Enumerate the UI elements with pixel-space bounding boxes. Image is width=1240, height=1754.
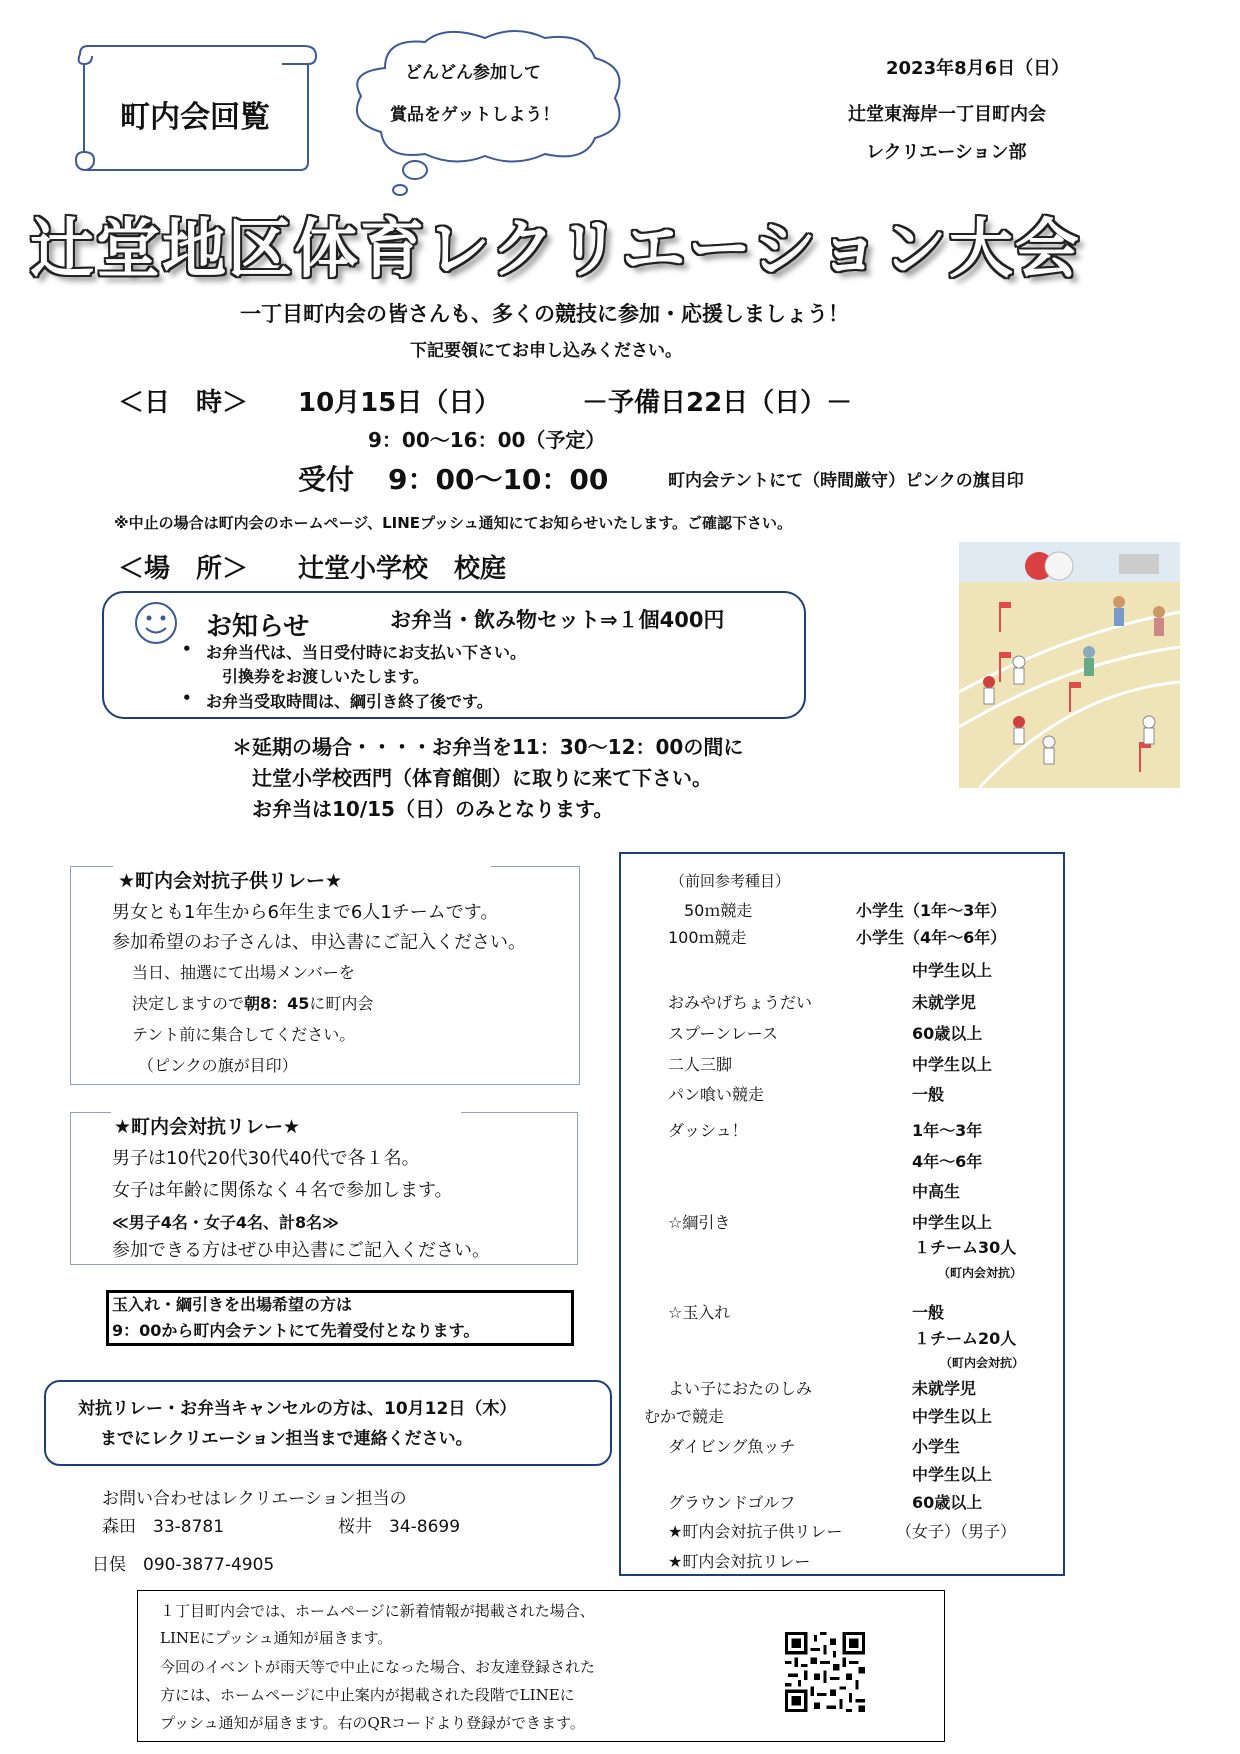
event-category: 中高生 (912, 1182, 961, 1201)
cancel-note: ※中止の場合は町内会のホームページ、LINEプッシュ通知にてお知らせいたします。ご確認下さい。 (114, 514, 793, 532)
event-category: 小学生 (912, 1437, 961, 1456)
event-category: 中学生以上 (912, 1213, 993, 1232)
qr-code[interactable] (785, 1632, 865, 1712)
tamaire-line-1: 玉入れ・綱引きを出場希望の方は (112, 1295, 353, 1314)
kids-relay-line-1: 男女とも1年生から6年生まで6人1チームです。 (112, 902, 499, 923)
contact-sakurai: 桜井 34-8699 (338, 1517, 461, 1537)
adult-relay-line-2: 女子は年齢に関係なく４名で参加します。 (112, 1180, 453, 1201)
intro-line-1: 一丁目町内会の皆さんも、多くの競技に参加・応援しましょう！ (240, 302, 849, 326)
event-name: むかで競走 (644, 1407, 725, 1426)
place-value: 辻堂小学校 校庭 (298, 554, 507, 584)
adult-relay-line-1: 男子は10代20代30代40代で各１名。 (112, 1148, 420, 1169)
event-name: ★町内会対抗リレー (668, 1552, 811, 1571)
event-name: 50ｍ競走 (684, 901, 753, 920)
event-name: ☆綱引き (668, 1213, 731, 1232)
contact-hibata: 日俣 090-3877-4905 (92, 1555, 275, 1575)
event-category: 小学生（1年～3年） (856, 901, 1007, 920)
event-category: １チーム20人 (914, 1329, 1017, 1348)
page-title: 辻堂地区体育レクリエーション大会 (30, 213, 1081, 287)
intro-line-2: 下記要領にてお申し込みください。 (410, 341, 682, 361)
event-name: グラウンドゴルフ (668, 1493, 796, 1512)
event-category: 4年～6年 (912, 1152, 983, 1171)
notice-item-1: お弁当代は、当日受付時にお支払い下さい。 (206, 643, 527, 662)
sports-day-illustration (959, 542, 1180, 788)
event-category: １チーム30人 (914, 1238, 1017, 1257)
event-category: 中学生以上 (912, 1465, 993, 1484)
department: レクリエーション部 (866, 142, 1027, 163)
event-name: スプーンレース (668, 1024, 779, 1043)
contact-intro: お問い合わせはレクリエーション担当の (102, 1489, 407, 1509)
cloud-line-1: どんどん参加して (405, 63, 541, 83)
kids-relay-title: ★町内会対抗子供リレー★ (118, 870, 343, 892)
contact-morita: 森田 33-8781 (102, 1517, 225, 1537)
event-category: 小学生（4年～6年） (856, 928, 1007, 947)
notice-bento: お弁当・飲み物セット⇒１個400円 (390, 608, 725, 632)
line-notice-3: 今回のイベントが雨天等で中止になった場合、お友達登録された (160, 1658, 596, 1676)
line-notice-5: プッシュ通知が届きます。右のQRコードより登録ができます。 (160, 1714, 585, 1732)
organization: 辻堂東海岸一丁目町内会 (848, 104, 1046, 125)
reception-label: 受付 (298, 463, 355, 496)
line-notice-2: LINEにプッシュ通知が届きます。 (160, 1629, 393, 1647)
postpone-line-2: 辻堂小学校西門（体育館側）に取りに来て下さい。 (252, 766, 712, 790)
event-category: （町内会対抗） (940, 1356, 1025, 1370)
event-name: おみやげちょうだい (668, 993, 813, 1012)
circular-label: 町内会回覧 (120, 100, 270, 135)
notice-bullet: • (182, 640, 192, 658)
cancel-line-2: までにレクリエーション担当まで連絡ください。 (100, 1429, 473, 1449)
reception-note: 町内会テントにて（時間厳守）ピンクの旗目印 (668, 471, 1024, 491)
event-category: 中学生以上 (912, 1407, 993, 1426)
adult-relay-title: ★町内会対抗リレー★ (114, 1116, 301, 1138)
schedule-reserve: －予備日22日（日）－ (582, 388, 853, 418)
issue-date: 2023年8月6日（日） (886, 58, 1070, 79)
schedule-time: 9：00～16：00（予定） (368, 428, 606, 452)
notice-bullet: • (182, 689, 192, 707)
adult-relay-line-4: 参加できる方はぜひ申込書にご記入ください。 (112, 1240, 490, 1261)
event-category: 一般 (912, 1303, 945, 1322)
event-category: 未就学児 (912, 993, 977, 1012)
event-category: 60歳以上 (912, 1024, 983, 1043)
event-category: 1年～3年 (912, 1121, 983, 1140)
events-heading: （前回参考種目） (670, 872, 791, 890)
cloud-line-2: 賞品をゲットしよう！ (390, 105, 560, 125)
event-category: 中学生以上 (912, 961, 993, 980)
notice-item-1b: 引換券をお渡しいたします。 (222, 667, 429, 686)
event-category: （女子）（男子） (896, 1522, 1017, 1541)
kids-relay-line-5: テント前に集合してください。 (132, 1025, 356, 1044)
kids-relay-line-6: （ピンクの旗が目印） (138, 1056, 298, 1075)
cancel-box (44, 1380, 612, 1466)
event-name: ★町内会対抗子供リレー (668, 1522, 843, 1541)
event-category: 未就学児 (912, 1379, 977, 1398)
place-label: ＜場 所＞ (118, 554, 249, 584)
notice-item-2: お弁当受取時間は、綱引き終了後です。 (206, 692, 493, 711)
kids-relay-line-3: 当日、抽選にて出場メンバーを (132, 963, 355, 982)
event-category: 一般 (912, 1085, 945, 1104)
smiley-icon (134, 601, 178, 645)
event-category: （町内会対抗） (938, 1266, 1023, 1280)
cancel-line-1: 対抗リレー・お弁当キャンセルの方は、10月12日（木） (78, 1399, 517, 1419)
postpone-line-3: お弁当は10/15（日）のみとなります。 (252, 797, 614, 821)
event-name: 100ｍ競走 (668, 928, 747, 947)
schedule-date: 10月15日（日） (298, 388, 501, 418)
event-name: 二人三脚 (668, 1055, 733, 1074)
line-notice-1: １丁目町内会では、ホームページに新着情報が掲載された場合、 (160, 1602, 595, 1620)
notice-title: お知らせ (206, 612, 310, 642)
event-name: パン喰い競走 (668, 1085, 765, 1104)
schedule-label: ＜日 時＞ (118, 388, 249, 418)
postpone-line-1: ＊延期の場合・・・・お弁当を11：30～12：00の間に (232, 735, 744, 759)
tamaire-line-2: 9：00から町内会テントにて先着受付となります。 (112, 1321, 480, 1340)
adult-relay-line-3: ≪男子4名・女子4名、計8名≫ (112, 1213, 339, 1232)
event-name: ダッシュ！ (668, 1121, 748, 1140)
reception-time: 9：00～10：00 (388, 463, 609, 496)
event-name: よい子におたのしみ (668, 1379, 813, 1398)
event-category: 60歳以上 (912, 1493, 983, 1512)
kids-relay-line-2: 参加希望のお子さんは、申込書にご記入ください。 (112, 932, 526, 953)
event-name: ☆玉入れ (668, 1303, 731, 1322)
kids-relay-line-4: 決定しますので朝8：45に町内会 (132, 994, 374, 1013)
line-notice-4: 方には、ホームページに中止案内が掲載された段階でLINEに (160, 1686, 575, 1704)
event-name: ダイビング魚ッチ (668, 1437, 796, 1456)
event-category: 中学生以上 (912, 1055, 993, 1074)
